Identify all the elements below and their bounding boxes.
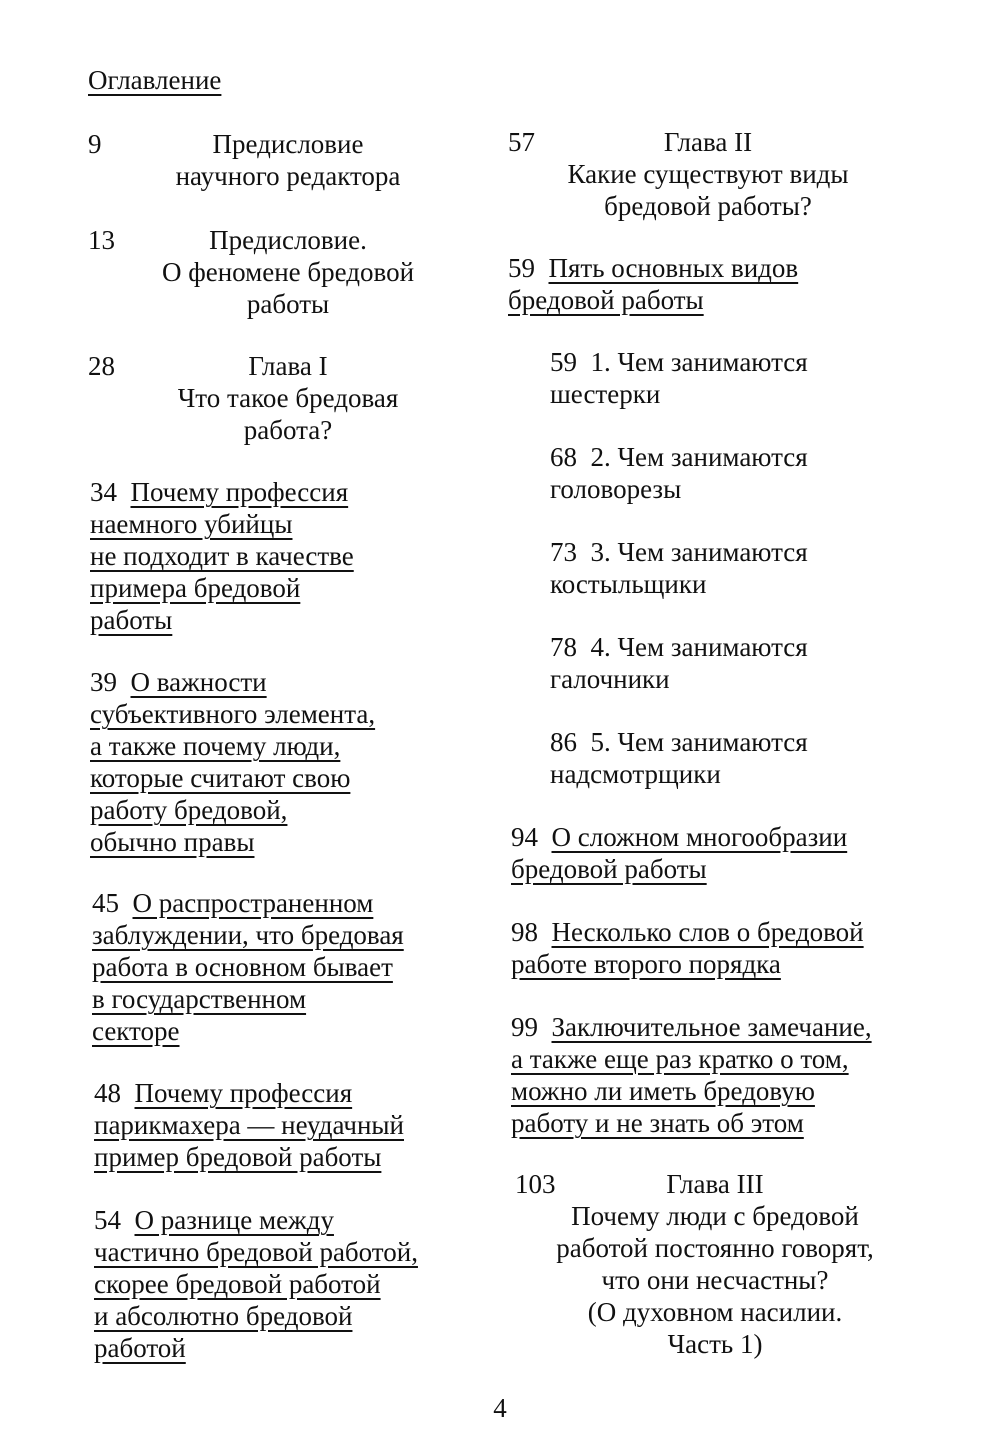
- entry-line: работой постоянно говорят,: [556, 1233, 874, 1263]
- toc-entry-type-1[interactable]: [550, 346, 930, 410]
- entry-line: частично бредовой работой,: [94, 1237, 418, 1267]
- entry-line: Какие существуют виды: [567, 159, 849, 189]
- entry-line: Несколько слов о бредовой: [551, 917, 864, 947]
- entry-line: бредовой работы: [508, 285, 704, 315]
- entry-line: 3. Чем занимаются: [590, 537, 808, 567]
- entry-line: (О духовном насилии.: [587, 1297, 843, 1327]
- entry-page-number: 39: [90, 667, 117, 697]
- toc-entry-section-54[interactable]: [94, 1204, 494, 1364]
- toc-entry-type-5[interactable]: [550, 726, 930, 790]
- entry-line: Почему люди с бредовой: [571, 1201, 859, 1231]
- entry-page-number: 28: [88, 351, 115, 381]
- entry-line: пример бредовой работы: [94, 1142, 382, 1172]
- entry-line: Глава II: [663, 127, 753, 157]
- entry-line: скорее бредовой работой: [94, 1269, 381, 1299]
- entry-page-number: 45: [92, 888, 119, 918]
- entry-line: Часть 1): [667, 1329, 763, 1359]
- entry-page-number: 73: [550, 537, 577, 567]
- toc-entry-type-4[interactable]: [550, 631, 930, 695]
- entry-page-number: 59: [550, 347, 577, 377]
- entry-page-number: 98: [511, 917, 538, 947]
- entry-line: которые считают свою: [90, 763, 351, 793]
- entry-line: а также еще раз кратко о том,: [511, 1044, 849, 1074]
- entry-line: можно ли иметь бредовую: [511, 1076, 815, 1106]
- toc-entry-type-3[interactable]: [550, 536, 930, 600]
- entry-line: 2. Чем занимаются: [590, 442, 808, 472]
- entry-line: научного редактора: [175, 161, 401, 191]
- entry-line: О распространенном: [132, 888, 374, 918]
- entry-page-number: 54: [94, 1205, 121, 1235]
- entry-line: что они несчастны?: [601, 1265, 829, 1295]
- entry-line: О сложном многообразии: [551, 822, 848, 852]
- entry-line: надсмотрщики: [550, 759, 721, 789]
- entry-line: работы: [246, 289, 330, 319]
- entry-line: работа?: [243, 415, 333, 445]
- toc-entry-section-48[interactable]: [94, 1077, 494, 1173]
- toc-entry-section-59[interactable]: [508, 252, 928, 316]
- entry-line: работе второго порядка: [511, 949, 781, 979]
- entry-line: работы: [90, 605, 173, 635]
- entry-line: шестерки: [550, 379, 661, 409]
- toc-entry-section-94[interactable]: [511, 821, 931, 885]
- entry-line: а также почему люди,: [90, 731, 341, 761]
- entry-line: заблуждении, что бредовая: [92, 920, 404, 950]
- page-number: 4: [493, 1393, 507, 1423]
- entry-line: Почему профессия: [130, 477, 349, 507]
- entry-line: бредовой работы?: [604, 191, 812, 221]
- entry-line: работа в основном бывает: [92, 952, 393, 982]
- entry-page-number: 94: [511, 822, 538, 852]
- toc-entry-section-98[interactable]: [511, 916, 931, 980]
- entry-line: 5. Чем занимаются: [590, 727, 808, 757]
- entry-line: бредовой работы: [511, 854, 707, 884]
- entry-page-number: 99: [511, 1012, 538, 1042]
- entry-page-number: 48: [94, 1078, 121, 1108]
- toc-entry-section-45[interactable]: [92, 887, 492, 1047]
- entry-line: галочники: [550, 664, 670, 694]
- entry-line: парикмахера — неудачный: [94, 1110, 404, 1140]
- entry-page-number: 68: [550, 442, 577, 472]
- entry-line: работу и не знать об этом: [511, 1108, 804, 1138]
- entry-line: обычно правы: [90, 827, 255, 857]
- entry-line: Что такое бредовая: [177, 383, 399, 413]
- entry-line: не подходит в качестве: [90, 541, 354, 571]
- entry-line: Заключительное замечание,: [551, 1012, 872, 1042]
- entry-line: и абсолютно бредовой: [94, 1301, 353, 1331]
- entry-line: наемного убийцы: [90, 509, 293, 539]
- entry-line: Предисловие.: [209, 225, 367, 255]
- toc-heading: Оглавление: [88, 65, 222, 95]
- entry-line: Пять основных видов: [548, 253, 799, 283]
- toc-entry-section-34[interactable]: [90, 476, 490, 636]
- entry-page-number: 86: [550, 727, 577, 757]
- entry-page-number: 57: [508, 127, 535, 157]
- entry-line: работу бредовой,: [90, 795, 288, 825]
- entry-line: в государственном: [92, 984, 307, 1014]
- entry-page-number: 13: [88, 225, 115, 255]
- entry-line: Глава I: [248, 351, 328, 381]
- toc-entry-chapter-2[interactable]: [508, 126, 908, 222]
- entry-page-number: 103: [515, 1169, 556, 1199]
- entry-page-number: 34: [90, 477, 117, 507]
- entry-line: 1. Чем занимаются: [590, 347, 808, 377]
- toc-entry-preface-editor[interactable]: [88, 128, 488, 192]
- entry-line: О важности: [130, 667, 267, 697]
- entry-line: секторе: [92, 1016, 180, 1046]
- toc-entry-preface[interactable]: [88, 224, 488, 320]
- toc-entry-chapter-1[interactable]: [88, 350, 488, 446]
- entry-line: Глава III: [666, 1169, 764, 1199]
- toc-entry-type-2[interactable]: [550, 441, 930, 505]
- entry-page-number: 59: [508, 253, 535, 283]
- entry-line: примера бредовой: [90, 573, 301, 603]
- entry-line: костыльщики: [550, 569, 707, 599]
- entry-line: Почему профессия: [134, 1078, 353, 1108]
- toc-entry-section-99[interactable]: [511, 1011, 951, 1139]
- entry-line: Предисловие: [212, 129, 364, 159]
- entry-page-number: 9: [88, 129, 102, 159]
- entry-page-number: 78: [550, 632, 577, 662]
- toc-entry-chapter-3[interactable]: [515, 1168, 915, 1360]
- toc-entry-section-39[interactable]: [90, 666, 490, 858]
- entry-line: работой: [94, 1333, 186, 1363]
- entry-line: субъективного элемента,: [90, 699, 376, 729]
- entry-line: О феномене бредовой: [161, 257, 415, 287]
- entry-line: 4. Чем занимаются: [590, 632, 808, 662]
- entry-line: О разнице между: [134, 1205, 334, 1235]
- entry-line: головорезы: [550, 474, 682, 504]
